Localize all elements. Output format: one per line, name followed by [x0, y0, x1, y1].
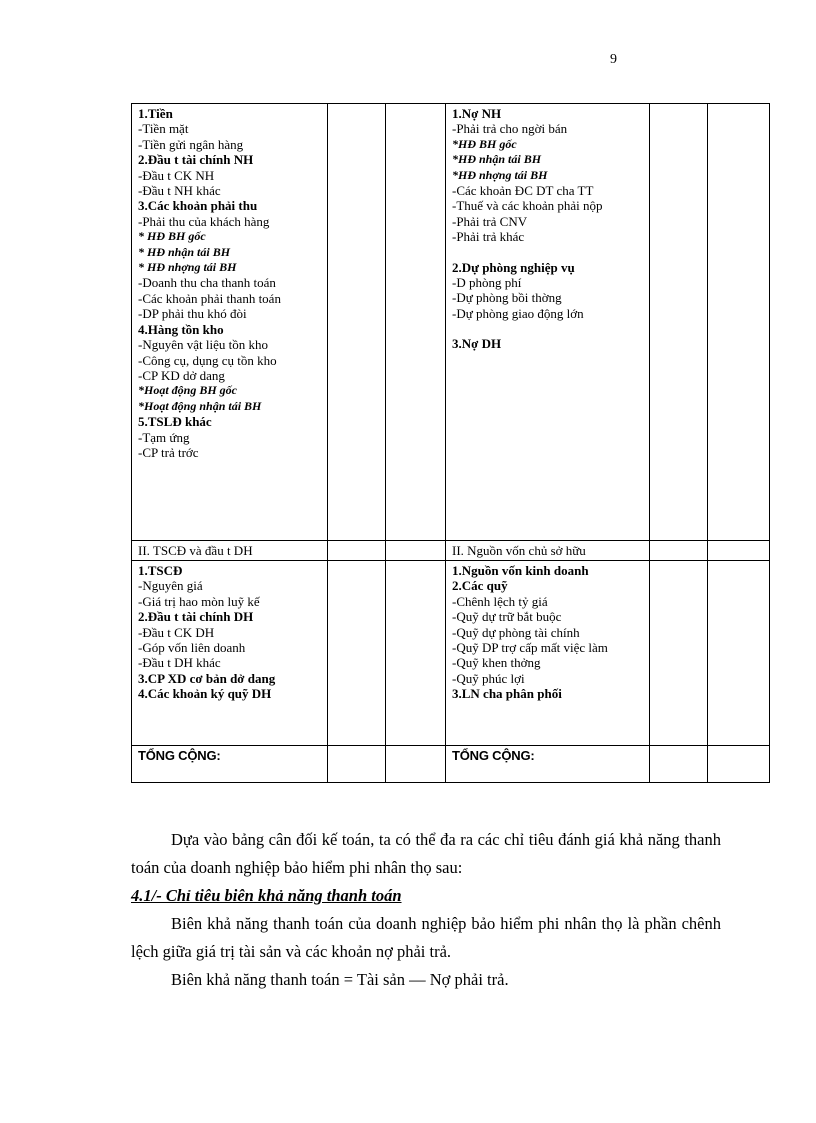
total-left-cell [132, 746, 328, 783]
balance-sheet-table [131, 103, 770, 783]
line-item: -Đầu t DH khác [138, 655, 221, 671]
line-item: -Chênh lệch tỷ giá [452, 593, 548, 609]
line-item: -Tạm ứng [138, 429, 190, 445]
line-item: *HĐ nhợng tái BH [452, 167, 548, 182]
line-item: * HĐ nhận tái BH [138, 244, 231, 259]
empty-cell [650, 541, 708, 561]
line-item: * HĐ nhợng tái BH [138, 260, 237, 275]
total-label-right: TỔNG CỘNG: [452, 748, 535, 763]
line-item: -Quỹ khen thởng [452, 655, 541, 671]
empty-cell [328, 541, 386, 561]
line-item: -D phòng phí [452, 275, 522, 291]
long-term-assets-list [138, 563, 323, 702]
total-right-cell [446, 746, 650, 783]
line-item: -Dự phòng giao động lớn [452, 305, 584, 321]
line-item: -Phải trả CNV [452, 213, 528, 229]
section-heading: 2.Các quỹ [452, 578, 508, 594]
empty-cell [708, 104, 770, 541]
line-item: * HĐ BH gốc [138, 229, 206, 244]
section-heading: 5.TSLĐ khác [138, 414, 212, 430]
short-term-assets-cell [132, 104, 328, 541]
section-heading: 1.Tiền [138, 106, 173, 121]
spacer [452, 321, 645, 336]
short-term-assets-list [138, 106, 323, 460]
section-heading: 1.Nguồn vốn kinh doanh [452, 563, 589, 578]
spacer [452, 245, 645, 260]
short-term-liabilities-cell [446, 104, 650, 541]
section-heading: 2.Dự phòng nghiệp vụ [452, 259, 575, 275]
line-item: -Tiền gửi ngân hàng [138, 136, 244, 152]
line-item: -Nguyên giá [138, 578, 203, 594]
line-item: -CP KD dở dang [138, 367, 225, 383]
line-item: -Phải thu của khách hàng [138, 213, 270, 229]
empty-cell [708, 746, 770, 783]
section-heading: 2.Đầu t tài chính NH [138, 152, 254, 168]
section-heading: 3.LN cha phân phối [452, 686, 562, 702]
line-item: -Công cụ, dụng cụ tồn kho [138, 352, 277, 368]
empty-cell [386, 746, 446, 783]
empty-cell [650, 561, 708, 746]
long-term-header-row [132, 541, 770, 561]
section-heading: 3.CP XD cơ bản dở dang [138, 670, 276, 686]
empty-cell [386, 541, 446, 561]
long-term-assets-cell [132, 561, 328, 746]
line-item: -Dự phòng bồi thờng [452, 290, 562, 306]
paragraph-1: Dựa vào bảng cân đối kế toán, ta có thể đa ra các chỉ tiêu đánh giá khả năng thanh toán của doanh nghiệp bảo hiểm phi nhân thọ sau: [131, 830, 721, 877]
equity-cell [446, 561, 650, 746]
section-heading: 2.Đầu t tài chính DH [138, 609, 254, 625]
long-term-row [132, 561, 770, 746]
short-term-liabilities-list [452, 106, 645, 352]
total-row [132, 746, 770, 783]
line-item: -Phải trả khác [452, 229, 525, 245]
line-item: -Các khoản ĐC DT cha TT [452, 183, 594, 199]
line-item: -Đầu t CK NH [138, 167, 215, 183]
line-item: -Quỹ dự phòng tài chính [452, 624, 580, 640]
body-text [131, 826, 721, 994]
paragraph-2: Biên khả năng thanh toán của doanh nghiệp bảo hiểm phi nhân thọ là phần chênh lệch giữa giá trị tài sản và các khoản nợ phải trả. [131, 914, 721, 961]
empty-cell [708, 561, 770, 746]
line-item: -CP trả trớc [138, 444, 199, 460]
empty-cell [328, 561, 386, 746]
section-heading: 3.Nợ DH [452, 336, 502, 352]
line-item: -Góp vốn liên doanh [138, 640, 246, 656]
empty-cell [386, 104, 446, 541]
formula: Biên khả năng thanh toán = Tài sản — Nợ phải trả. [171, 970, 509, 989]
line-item: -Quỹ phúc lợi [452, 670, 525, 686]
line-item: -DP phải thu khó đòi [138, 306, 247, 322]
line-item: *Hoạt động nhận tái BH [138, 398, 262, 413]
equity-header: II. Nguồn vốn chủ sở hữu [446, 541, 650, 561]
line-item: -Giá trị hao mòn luỹ kế [138, 593, 260, 609]
line-item: -Quỹ DP trợ cấp mất việc làm [452, 640, 608, 656]
empty-cell [328, 746, 386, 783]
equity-list [452, 563, 645, 702]
empty-cell [328, 104, 386, 541]
section-heading: 3.Các khoản phải thu [138, 198, 258, 214]
line-item: -Đầu t CK DH [138, 624, 215, 640]
short-term-row [132, 104, 770, 541]
empty-cell [708, 541, 770, 561]
line-item: -Tiền mặt [138, 121, 189, 137]
section-heading: 1.TSCĐ [138, 563, 183, 578]
empty-cell [650, 104, 708, 541]
empty-cell [386, 561, 446, 746]
line-item: -Doanh thu cha thanh toán [138, 275, 276, 291]
total-label-left: TỔNG CỘNG: [138, 748, 221, 763]
section-heading: 4.Các khoản ký quỹ DH [138, 686, 272, 702]
long-term-assets-header: II. TSCĐ và đầu t DH [132, 541, 328, 561]
section-heading: 4.Hàng tồn kho [138, 321, 224, 337]
line-item: *HĐ BH gốc [452, 136, 517, 151]
section-heading: 1.Nợ NH [452, 106, 502, 121]
line-item: *HĐ nhận tái BH [452, 152, 542, 167]
line-item: -Các khoản phải thanh toán [138, 290, 281, 306]
line-item: -Đầu t NH khác [138, 183, 221, 199]
empty-cell [650, 746, 708, 783]
line-item: -Phải trả cho ngời bán [452, 121, 568, 137]
page-number: 9 [610, 52, 617, 67]
line-item: *Hoạt động BH gốc [138, 383, 238, 398]
line-item: -Thuế và các khoản phải nộp [452, 198, 603, 214]
line-item: -Nguyên vật liệu tồn kho [138, 337, 268, 353]
subheading: 4.1/- Chỉ tiêu biên khả năng thanh toán [131, 886, 402, 905]
line-item: -Quỹ dự trữ bắt buộc [452, 609, 562, 625]
